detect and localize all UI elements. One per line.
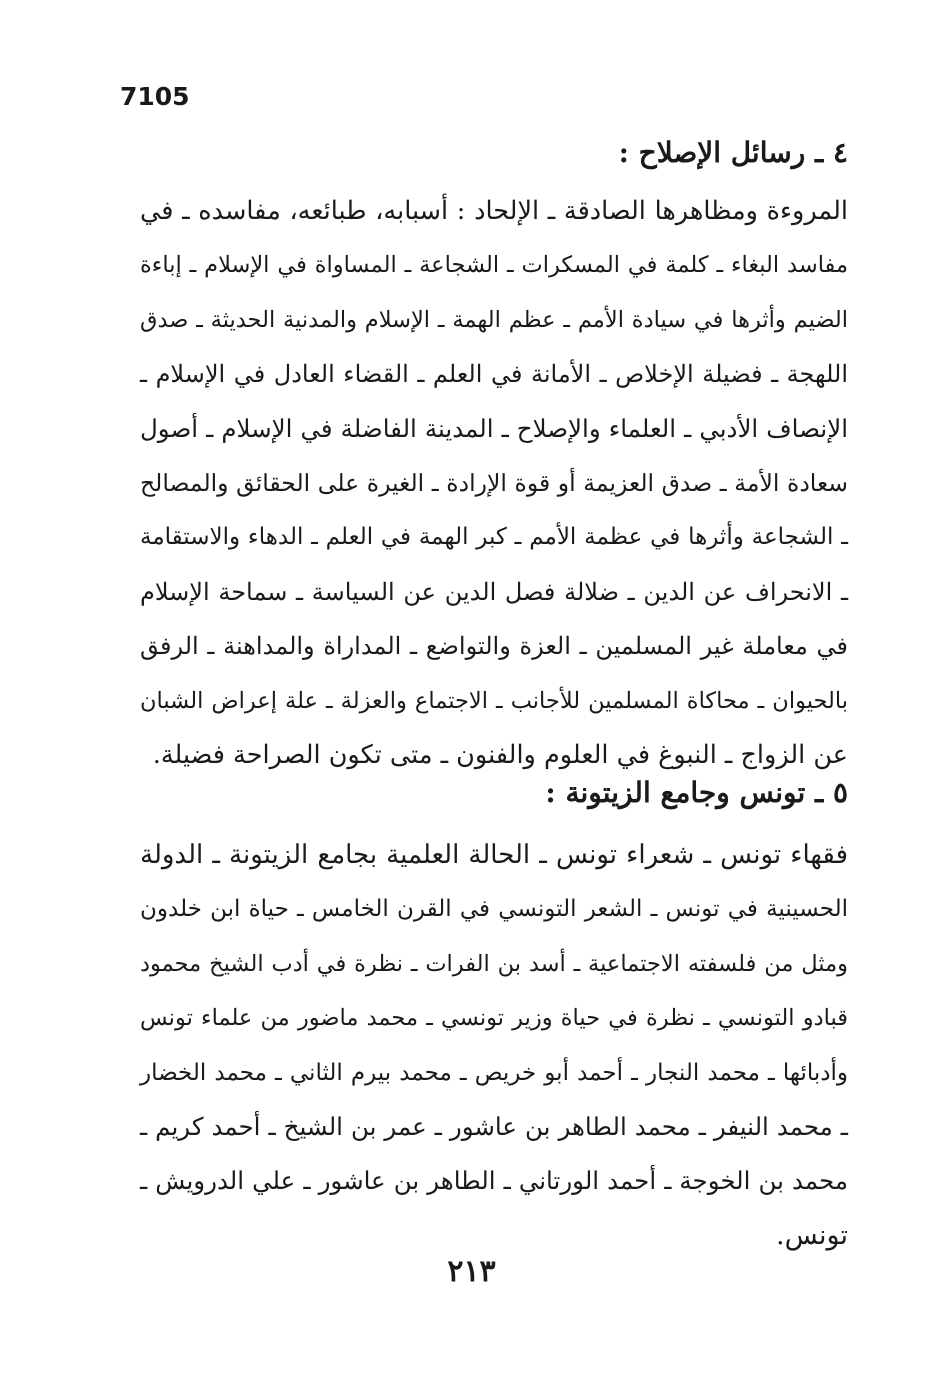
text-line: ـ الشجاعة وأثرها في عظمة الأمم ـ كبر الهمة في العلم ـ الدهاء والاستقامة: [140, 524, 848, 551]
section-body: [140, 184, 848, 782]
text-line: الإنصاف الأدبي ـ العلماء والإصلاح ـ المدينة الفاضلة في الإسلام ـ أصول: [140, 413, 848, 443]
text-line: الضيم وأثرها في سيادة الأمم ـ عظم الهمة ـ الإسلام والمدنية الحديثة ـ صدق: [140, 306, 848, 333]
text-line: المروءة ومظاهرها الصادقة ـ الإلحاد : أسبابه، طبائعه، مفاسده ـ في: [140, 196, 848, 226]
section-reform-essays: [140, 132, 848, 782]
section-tunisia-zaytuna: [140, 772, 848, 1263]
text-line: بالحيوان ـ محاكاة المسلمين للأجانب ـ الاجتماع والعزلة ـ علة إعراض الشبان: [140, 687, 848, 714]
section-heading: ٤ ـ رسائل الإصلاح :: [618, 136, 848, 169]
text-line: تونس.: [776, 1219, 848, 1251]
text-line: محمد بن الخوجة ـ أحمد الورتاني ـ الطاهر بن عاشور ـ علي الدرويش ـ: [140, 1166, 848, 1196]
text-line: ومثل من فلسفته الاجتماعية ـ أسد بن الفرات ـ نظرة في أدب الشيخ محمود: [140, 950, 848, 977]
section-heading: ٥ ـ تونس وجامع الزيتونة :: [545, 776, 848, 809]
text-line: اللهجة ـ فضيلة الإخلاص ـ الأمانة في العلم ـ القضاء العادل في الإسلام ـ: [140, 360, 848, 389]
text-line: في معاملة غير المسلمين ـ العزة والتواضع ـ المداراة والمداهنة ـ الرفق: [140, 632, 848, 661]
text-line: ـ الانحراف عن الدين ـ ضلالة فصل الدين عن السياسة ـ سماحة الإسلام: [140, 577, 848, 606]
page-number: ٢١٣: [447, 1254, 496, 1289]
text-line: ـ محمد النيفر ـ محمد الطاهر بن عاشور ـ عمر بن الشيخ ـ أحمد كريم ـ: [140, 1112, 848, 1142]
text-line: عن الزواج ـ النبوغ في العلوم والفنون ـ متى تكون الصراحة فضيلة.: [152, 740, 848, 771]
text-line: الحسينية في تونس ـ الشعر التونسي في القرن الخامس ـ حياة ابن خلدون: [140, 896, 848, 923]
section-body: [140, 828, 848, 1263]
text-line: مفاسد البغاء ـ كلمة في المسكرات ـ الشجاعة ـ المساواة في الإسلام ـ إباءة: [140, 252, 848, 279]
text-line: سعادة الأمة ـ صدق العزيمة أو قوة الإرادة ـ الغيرة على الحقائق والمصالح: [140, 469, 848, 498]
text-line: فقهاء تونس ـ شعراء تونس ـ الحالة العلمية بجامع الزيتونة ـ الدولة: [140, 840, 848, 870]
text-line: وأدبائها ـ محمد النجار ـ أحمد أبو خريص ـ محمد بيرم الثاني ـ محمد الخضار: [140, 1059, 848, 1086]
reference-number: 7105: [120, 82, 190, 111]
text-line: قبادو التونسي ـ نظرة في حياة وزير تونسي ـ محمد ماضور من علماء تونس: [140, 1005, 848, 1032]
